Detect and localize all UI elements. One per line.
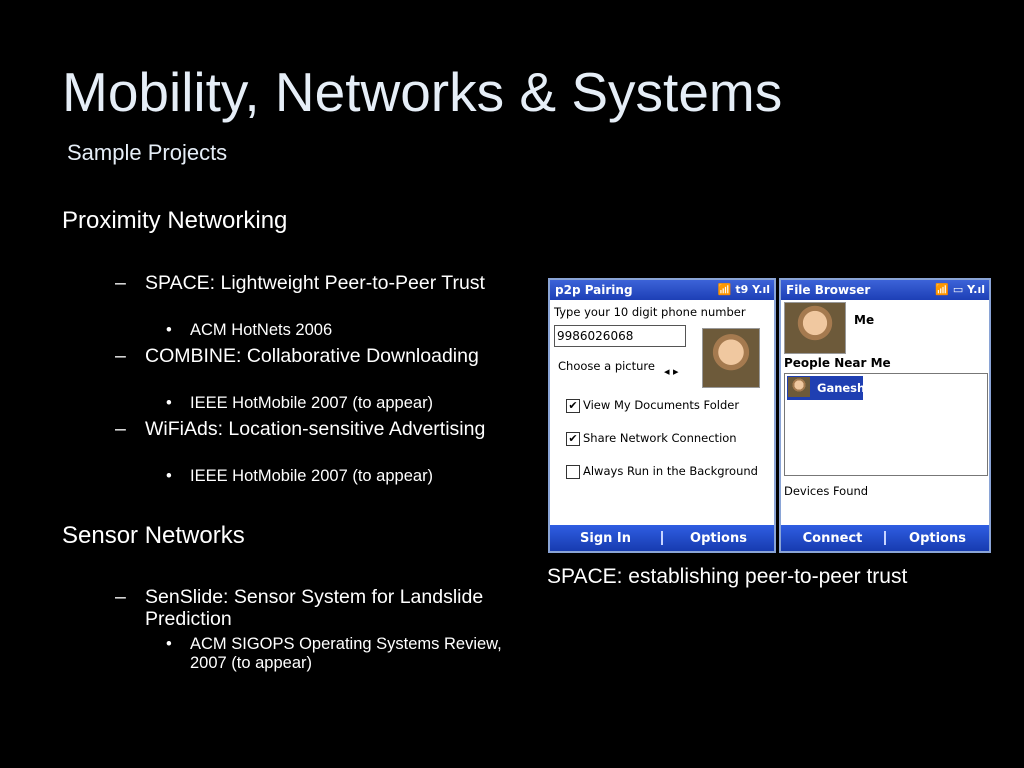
dash-marker: – <box>115 586 126 608</box>
status-icons: 📶 ▭ Y.ıl <box>935 283 985 296</box>
list-subitem-label: IEEE HotMobile 2007 (to appear) <box>190 394 434 412</box>
list-item <box>115 418 505 440</box>
status-icons: 📶 t9 Y.ıl <box>717 283 770 296</box>
sign-in-button[interactable]: Sign In <box>580 530 631 546</box>
people-list <box>784 373 988 476</box>
dash-marker: – <box>115 418 126 440</box>
pairing-title-bar <box>550 280 774 300</box>
list-subitem-label: IEEE HotMobile 2007 (to appear) <box>190 467 434 485</box>
phone-prompt: Type your 10 digit phone number <box>554 305 746 319</box>
options-button[interactable]: Options <box>690 530 747 546</box>
bullet-marker: • <box>166 321 172 339</box>
list-item-label: SenSlide: Sensor System for Landslide Prediction <box>145 586 484 630</box>
list-item <box>115 345 505 367</box>
bullet-marker: • <box>166 635 172 653</box>
checkbox-always-run[interactable] <box>566 465 580 479</box>
checkbox-view-documents[interactable]: ✔ <box>566 399 580 413</box>
person-name: Ganesh <box>817 381 866 395</box>
list-item <box>115 272 505 294</box>
bullet-marker: • <box>166 394 172 412</box>
me-label: Me <box>854 313 875 327</box>
checkbox-label: View My Documents Folder <box>583 398 740 412</box>
checkbox-share-network[interactable]: ✔ <box>566 432 580 446</box>
list-subitem <box>166 394 510 413</box>
bullet-marker: • <box>166 467 172 485</box>
list-subitem <box>166 321 510 340</box>
ganesh-avatar <box>788 377 810 397</box>
picture-avatar[interactable] <box>702 328 760 388</box>
checkbox-label: Share Network Connection <box>583 431 737 445</box>
list-subitem <box>166 467 510 486</box>
list-item-ganesh[interactable] <box>787 376 866 400</box>
dash-marker: – <box>115 272 126 294</box>
people-near-me-header: People Near Me <box>784 356 891 370</box>
slide-subtitle: Sample Projects <box>67 140 228 165</box>
connect-button[interactable]: Connect <box>802 530 863 546</box>
choose-picture-label: Choose a picture <box>558 359 655 373</box>
dash-marker: – <box>115 345 126 367</box>
section-sensor-networks: Sensor Networks <box>62 522 245 549</box>
softkey-bar <box>550 525 774 551</box>
section-proximity-networking: Proximity Networking <box>62 207 288 234</box>
picture-arrows-icon[interactable]: ◂ ▸ <box>664 365 679 378</box>
list-subitem-label: ACM HotNets 2006 <box>190 321 333 339</box>
browser-title: File Browser <box>786 283 871 297</box>
list-item-label: WiFiAds: Location-sensitive Advertising <box>145 418 486 440</box>
softkey-bar <box>781 525 989 551</box>
list-subitem <box>166 635 510 673</box>
me-avatar <box>784 302 846 354</box>
phone-number-input[interactable]: 9986026068 <box>554 325 686 347</box>
list-item <box>115 586 505 630</box>
screenshot-caption: SPACE: establishing peer-to-peer trust <box>547 565 908 588</box>
devices-found-label: Devices Found <box>784 484 869 498</box>
pairing-title: p2p Pairing <box>555 283 633 297</box>
list-item-label: SPACE: Lightweight Peer-to-Peer Trust <box>145 272 485 294</box>
list-item-label: COMBINE: Collaborative Downloading <box>145 345 479 367</box>
slide-title: Mobility, Networks & Systems <box>62 61 783 123</box>
checkbox-label: Always Run in the Background <box>583 464 758 478</box>
options-button[interactable]: Options <box>909 530 966 546</box>
phone-screen-file-browser <box>779 278 991 553</box>
list-subitem-label: ACM SIGOPS Operating Systems Review, 2007 (to appear) <box>190 635 502 672</box>
phone-screen-pairing <box>548 278 776 553</box>
browser-title-bar <box>781 280 989 300</box>
